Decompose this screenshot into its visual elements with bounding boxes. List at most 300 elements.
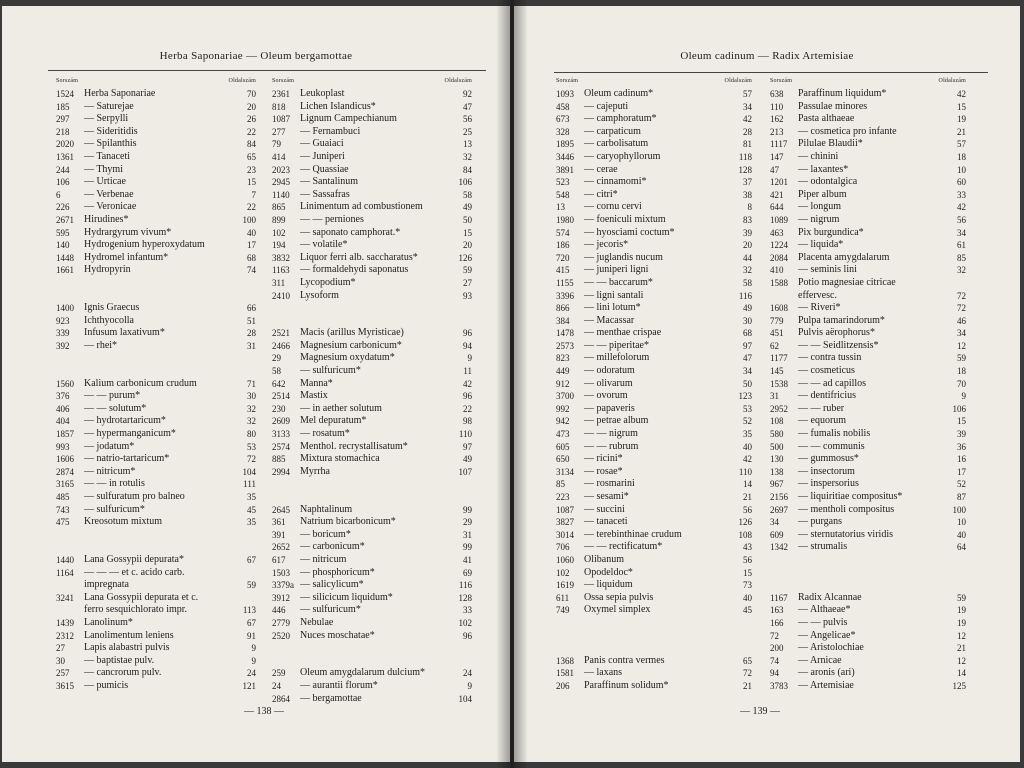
entry-number: 706 — [556, 542, 570, 553]
entry-page: 116 — [738, 290, 752, 301]
entry-page: 32 — [247, 403, 256, 414]
entry-number: 1117 — [770, 139, 788, 150]
entry-page: 56 — [957, 214, 966, 225]
col-head-number: Sorszám — [556, 78, 579, 84]
entry-name: — Verbenae — [84, 188, 134, 200]
entry-number: 3891 — [556, 164, 574, 175]
entry-name: — odontalgica — [798, 176, 858, 188]
entry-name: Magnesium carbonicum* — [300, 339, 402, 351]
index-entry — [272, 579, 472, 592]
entry-number: 3014 — [556, 529, 574, 540]
entry-page: 126 — [458, 252, 472, 263]
index-entry — [56, 214, 256, 227]
entry-page: 13 — [463, 139, 472, 150]
index-entry — [556, 403, 752, 416]
entry-name: Hydrargyrum vivum* — [84, 226, 172, 238]
index-entry — [556, 378, 752, 391]
entry-number: 1581 — [556, 668, 574, 679]
entry-page: 72 — [957, 303, 966, 314]
entry-name: — odoratum — [584, 365, 635, 377]
entry-page: 92 — [463, 89, 472, 99]
index-entry — [556, 352, 752, 365]
entry-name: Ignis Graecus — [84, 302, 140, 314]
entry-name: — — communis — [798, 440, 865, 452]
entry-number: 609 — [770, 529, 784, 540]
col-head-number: Sorszám — [770, 78, 793, 84]
index-entry — [770, 302, 966, 315]
entry-page: 12 — [957, 340, 966, 351]
entry-name: — olivarum — [584, 377, 633, 389]
entry-name: Nebulae — [300, 616, 334, 628]
entry-number: 213 — [770, 126, 784, 137]
entry-name: — ricini* — [584, 453, 623, 465]
entry-name: Lapis alabastri pulvis — [84, 642, 170, 654]
entry-page: 32 — [463, 151, 472, 162]
entry-page: 22 — [463, 403, 472, 414]
left-column-2 — [272, 78, 472, 705]
index-entry — [556, 415, 752, 428]
entry-number: 3783 — [770, 680, 788, 691]
index-entry — [56, 302, 256, 315]
entry-name: — jecoris* — [584, 239, 629, 251]
entry-number: 200 — [770, 643, 784, 654]
entry-page: 31 — [247, 340, 256, 351]
entry-number: 3827 — [556, 517, 574, 528]
entry-page: 44 — [743, 252, 752, 263]
index-entry — [272, 604, 472, 617]
entry-page: 64 — [957, 542, 966, 553]
index-entry — [56, 491, 256, 504]
entry-number: 1087 — [556, 504, 574, 515]
entry-number: 993 — [56, 441, 70, 452]
entry-number: 574 — [556, 227, 570, 238]
entry-page: 52 — [957, 479, 966, 490]
column-header — [556, 78, 752, 88]
index-entry — [556, 113, 752, 126]
index-entry — [770, 327, 966, 340]
entry-page: 21 — [743, 492, 752, 502]
entry-page: 50 — [463, 214, 472, 225]
entry-name: Radix Alcannae — [798, 591, 862, 603]
entry-name: — chinini — [798, 150, 839, 162]
index-entry — [556, 428, 752, 441]
entry-number: 779 — [770, 315, 784, 326]
index-entry — [770, 592, 966, 605]
entry-name: — cinnamomi* — [584, 176, 647, 188]
entry-number: 548 — [556, 189, 570, 200]
index-entry — [272, 630, 472, 643]
entry-number: 6 — [56, 189, 61, 200]
index-entry — [56, 604, 256, 617]
entry-page: 74 — [247, 265, 256, 276]
entry-page: 49 — [743, 303, 752, 314]
entry-name: — sulfuricum* — [300, 604, 361, 616]
entry-number: 451 — [770, 328, 784, 339]
entry-name: — boricum* — [300, 528, 351, 540]
index-entry — [56, 567, 256, 580]
entry-page: 39 — [743, 227, 752, 238]
entry-name: Manna* — [300, 377, 333, 389]
index-entry — [770, 365, 966, 378]
entry-name: Kalium carbonicum crudum — [84, 377, 197, 389]
index-entry — [770, 415, 966, 428]
entry-name: effervesc. — [798, 289, 837, 301]
index-entry — [770, 516, 966, 529]
entry-number: 259 — [272, 668, 286, 679]
entry-number: 1857 — [56, 429, 74, 440]
index-entry — [56, 453, 256, 466]
entry-page: 98 — [463, 416, 472, 427]
index-entry — [770, 655, 966, 668]
entry-name: — ligni santali — [584, 289, 644, 301]
index-entry — [770, 403, 966, 416]
left-header-rule — [48, 70, 486, 71]
entry-number: 2020 — [56, 139, 74, 150]
index-entry — [770, 680, 966, 693]
entry-name: — seminis lini — [798, 264, 857, 276]
entry-page: 113 — [242, 605, 256, 616]
entry-number: 62 — [770, 340, 779, 351]
entry-number: 223 — [556, 492, 570, 502]
entry-number: 2574 — [272, 441, 290, 452]
entry-number: 163 — [770, 605, 784, 616]
entry-number: 2652 — [272, 542, 290, 553]
entry-name: — jodatum* — [84, 440, 135, 452]
entry-number: 463 — [770, 227, 784, 238]
entry-number: 1164 — [56, 567, 74, 578]
entry-page: 15 — [247, 177, 256, 188]
entry-page: 25 — [463, 126, 472, 137]
index-entry — [770, 227, 966, 240]
entry-number: 1895 — [556, 139, 574, 150]
index-entry — [56, 352, 256, 365]
entry-number: 186 — [556, 240, 570, 251]
entry-page: 41 — [463, 554, 472, 565]
entry-number: 2864 — [272, 693, 290, 704]
entry-name: Macis (arillus Myristicae) — [300, 327, 404, 339]
index-entry — [272, 592, 472, 605]
entry-name: — cancrorum pulv. — [84, 667, 162, 679]
entry-number: 2520 — [272, 630, 290, 641]
entry-name: — — rectificatum* — [584, 541, 663, 553]
entry-page: 49 — [463, 202, 472, 213]
entry-name: — — — et c. acido carb. — [84, 566, 185, 578]
index-entry — [272, 252, 472, 265]
index-entry — [56, 88, 256, 101]
entry-page: 61 — [957, 240, 966, 251]
entry-name: — strumalis — [798, 541, 848, 553]
entry-number: 617 — [272, 554, 286, 565]
entry-name: — aurantii florum* — [300, 679, 378, 691]
entry-page: 18 — [957, 151, 966, 162]
entry-page: 71 — [247, 378, 256, 389]
entry-page: 118 — [738, 151, 752, 162]
entry-page: 8 — [747, 202, 752, 213]
index-entry — [272, 554, 472, 567]
index-entry — [56, 164, 256, 177]
entry-number: 3832 — [272, 252, 290, 263]
entry-name: — — ad capillos — [798, 377, 867, 389]
entry-number: 3134 — [556, 466, 574, 477]
entry-number: 3700 — [556, 391, 574, 402]
entry-name: — Quassiae — [300, 163, 349, 175]
entry-name: — carbolisatum — [584, 138, 649, 150]
entry-name: Oleum cadinum* — [584, 88, 654, 99]
entry-number: 446 — [272, 605, 286, 616]
entry-page: 93 — [463, 290, 472, 301]
entry-page: 94 — [463, 340, 472, 351]
index-entry — [272, 277, 472, 290]
index-entry — [770, 340, 966, 353]
entry-number: 866 — [556, 303, 570, 314]
entry-number: 1093 — [556, 89, 574, 99]
entry-number: 339 — [56, 328, 70, 339]
entry-page: 32 — [743, 265, 752, 276]
entry-number: 595 — [56, 227, 70, 238]
entry-number: 1439 — [56, 617, 74, 628]
entry-number: 130 — [770, 454, 784, 465]
index-entry — [272, 617, 472, 630]
index-entry — [272, 227, 472, 240]
entry-page: 91 — [247, 630, 256, 641]
index-entry — [56, 101, 256, 114]
index-entry — [56, 126, 256, 139]
entry-name: — contra tussin — [798, 352, 862, 364]
entry-page: 47 — [463, 101, 472, 112]
index-entry — [556, 529, 752, 542]
left-page-number: — 138 — — [244, 706, 284, 717]
entry-page: 51 — [247, 315, 256, 326]
entry-name: Paraffinum liquidum* — [798, 88, 887, 99]
entry-name: — cosmetica pro infante — [798, 125, 897, 137]
entry-page: 34 — [743, 366, 752, 377]
column-header — [770, 78, 966, 88]
index-entry — [770, 239, 966, 252]
index-entry — [770, 617, 966, 630]
entry-number: 1400 — [56, 303, 74, 314]
entry-number: 2609 — [272, 416, 290, 427]
entry-number: 523 — [556, 177, 570, 188]
index-entry — [56, 315, 256, 328]
entry-name: Ichthyocolla — [84, 314, 134, 326]
entry-page: 34 — [743, 101, 752, 112]
index-entry — [556, 138, 752, 151]
entry-number: 1060 — [556, 554, 574, 565]
index-entry — [556, 252, 752, 265]
entry-number: 3165 — [56, 479, 74, 490]
entry-page: 72 — [957, 290, 966, 301]
entry-number: 24 — [272, 680, 281, 691]
entry-name: Menthol. recrystallisatum* — [300, 440, 408, 452]
entry-name: — camphoratum* — [584, 113, 657, 125]
entry-number: 2994 — [272, 466, 290, 477]
index-entry — [770, 630, 966, 643]
entry-number: 102 — [556, 567, 570, 578]
entry-number: 458 — [556, 101, 570, 112]
entry-name: — laxans — [584, 667, 623, 679]
entry-name: — Sassafras — [300, 188, 350, 200]
entry-page: 85 — [957, 252, 966, 263]
entry-number: 1503 — [272, 567, 290, 578]
entry-page: 9 — [467, 353, 472, 364]
entry-page: 20 — [743, 240, 752, 251]
entry-page: 40 — [743, 441, 752, 452]
right-page-header: Oleum cadinum — Radix Artemisiae — [680, 50, 854, 62]
entry-name: — rosae* — [584, 465, 623, 477]
entry-number: 3379a — [272, 580, 294, 591]
entry-name: — laxantes* — [798, 163, 849, 175]
entry-page: 16 — [957, 454, 966, 465]
entry-number: 27 — [56, 643, 65, 654]
entry-page: 53 — [743, 403, 752, 414]
entry-number: 2573 — [556, 340, 574, 351]
entry-name: — menthae crispae — [584, 327, 662, 339]
entry-page: 23 — [247, 164, 256, 175]
entry-name: — gummosus* — [798, 453, 859, 465]
index-entry — [272, 189, 472, 202]
index-entry — [56, 327, 256, 340]
entry-number: 72 — [770, 630, 779, 641]
entry-name: — Riveri* — [798, 302, 841, 314]
entry-name: Natrium bicarbonicum* — [300, 516, 396, 528]
entry-page: 99 — [463, 542, 472, 553]
entry-name: Hydrogenium hyperoxydatum — [84, 239, 205, 251]
index-entry — [272, 567, 472, 580]
entry-page: 87 — [957, 492, 966, 502]
entry-name: — pumicis — [84, 679, 129, 691]
index-entry — [556, 201, 752, 214]
entry-name: Hirudines* — [84, 213, 129, 225]
entry-number: 218 — [56, 126, 70, 137]
entry-number: 29 — [272, 353, 281, 364]
entry-name: Hydromel infantum* — [84, 251, 169, 263]
index-entry — [770, 604, 966, 617]
entry-page: 50 — [743, 378, 752, 389]
entry-name: — — nigrum — [584, 428, 638, 440]
index-entry — [272, 693, 472, 706]
index-entry — [770, 214, 966, 227]
index-entry — [770, 453, 966, 466]
entry-name: — — in rotulis — [84, 478, 145, 490]
entry-page: 40 — [743, 592, 752, 603]
index-entry — [770, 151, 966, 164]
entry-page: 24 — [463, 668, 472, 679]
entry-page: 84 — [463, 164, 472, 175]
left-page-header: Herba Saponariae — Oleum bergamottae — [159, 50, 353, 62]
entry-number: 2410 — [272, 290, 290, 301]
entry-page: 22 — [247, 202, 256, 213]
entry-number: 297 — [56, 114, 70, 125]
entry-page: 24 — [247, 668, 256, 679]
entry-page: 104 — [458, 693, 472, 704]
entry-name: — rosatum* — [300, 428, 350, 440]
col-head-number: Sorszám — [56, 78, 79, 84]
entry-name: — Santalinum — [300, 176, 359, 188]
entry-name: — baptistae pulv. — [84, 654, 155, 666]
entry-number: 912 — [556, 378, 570, 389]
entry-page: 83 — [743, 214, 752, 225]
entry-name: — carpaticum — [584, 125, 641, 137]
entry-name: — dentifricius — [798, 390, 857, 402]
entry-number: 485 — [56, 492, 70, 502]
index-entry — [56, 680, 256, 693]
index-entry — [272, 365, 472, 378]
index-entry — [56, 478, 256, 491]
entry-number: 31 — [770, 391, 779, 402]
entry-page: 18 — [957, 366, 966, 377]
right-header-rule — [554, 72, 988, 73]
entry-page: 68 — [743, 328, 752, 339]
entry-number: 138 — [770, 466, 784, 477]
entry-page: 30 — [247, 391, 256, 402]
entry-name: — petrae album — [584, 415, 649, 427]
index-entry — [56, 592, 256, 605]
index-entry — [272, 403, 472, 416]
entry-name: Panis contra vermes — [584, 654, 665, 666]
index-entry — [770, 567, 966, 580]
entry-name: Naphtalinum — [300, 503, 353, 515]
entry-page: 57 — [743, 89, 752, 99]
entry-number: 942 — [556, 416, 570, 427]
index-entry — [56, 529, 256, 542]
entry-number: 1478 — [556, 328, 574, 339]
column-header — [272, 78, 472, 88]
entry-page: 29 — [463, 517, 472, 528]
index-entry — [770, 642, 966, 655]
entry-name: — aronis (ari) — [798, 667, 855, 679]
left-page — [2, 6, 510, 762]
entry-page: 40 — [247, 227, 256, 238]
entry-name: — cornu cervi — [584, 201, 642, 213]
index-entry — [556, 642, 752, 655]
entry-number: 1980 — [556, 214, 574, 225]
index-entry — [272, 176, 472, 189]
entry-name: — Aristolochiae — [798, 642, 864, 654]
index-entry — [56, 642, 256, 655]
entry-page: 70 — [247, 89, 256, 99]
entry-page: 59 — [247, 580, 256, 591]
entry-name: Infusum laxativum* — [84, 327, 165, 339]
index-entry — [272, 352, 472, 365]
index-entry — [556, 239, 752, 252]
entry-number: 2779 — [272, 617, 290, 628]
entry-page: 19 — [957, 114, 966, 125]
entry-page: 9 — [961, 391, 966, 402]
entry-page: 45 — [247, 504, 256, 515]
entry-number: 611 — [556, 592, 570, 603]
entry-number: 580 — [770, 429, 784, 440]
entry-name: Lanolinum* — [84, 616, 133, 628]
index-entry — [56, 365, 256, 378]
index-entry — [56, 630, 256, 643]
entry-name: — — Seidlitzensis* — [798, 339, 879, 351]
entry-name: — carbonicum* — [300, 541, 365, 553]
index-entry — [56, 252, 256, 265]
index-entry — [556, 88, 752, 101]
entry-name: — — piperitae* — [584, 339, 649, 351]
entry-page: 15 — [957, 416, 966, 427]
entry-page: 10 — [957, 164, 966, 175]
index-entry — [56, 667, 256, 680]
entry-page: 35 — [247, 517, 256, 528]
entry-page: 19 — [957, 605, 966, 616]
entry-number: 414 — [272, 151, 286, 162]
index-entry — [56, 176, 256, 189]
entry-number: 406 — [56, 403, 70, 414]
entry-page: 111 — [243, 479, 256, 490]
entry-number: 74 — [770, 655, 779, 666]
index-entry — [56, 239, 256, 252]
